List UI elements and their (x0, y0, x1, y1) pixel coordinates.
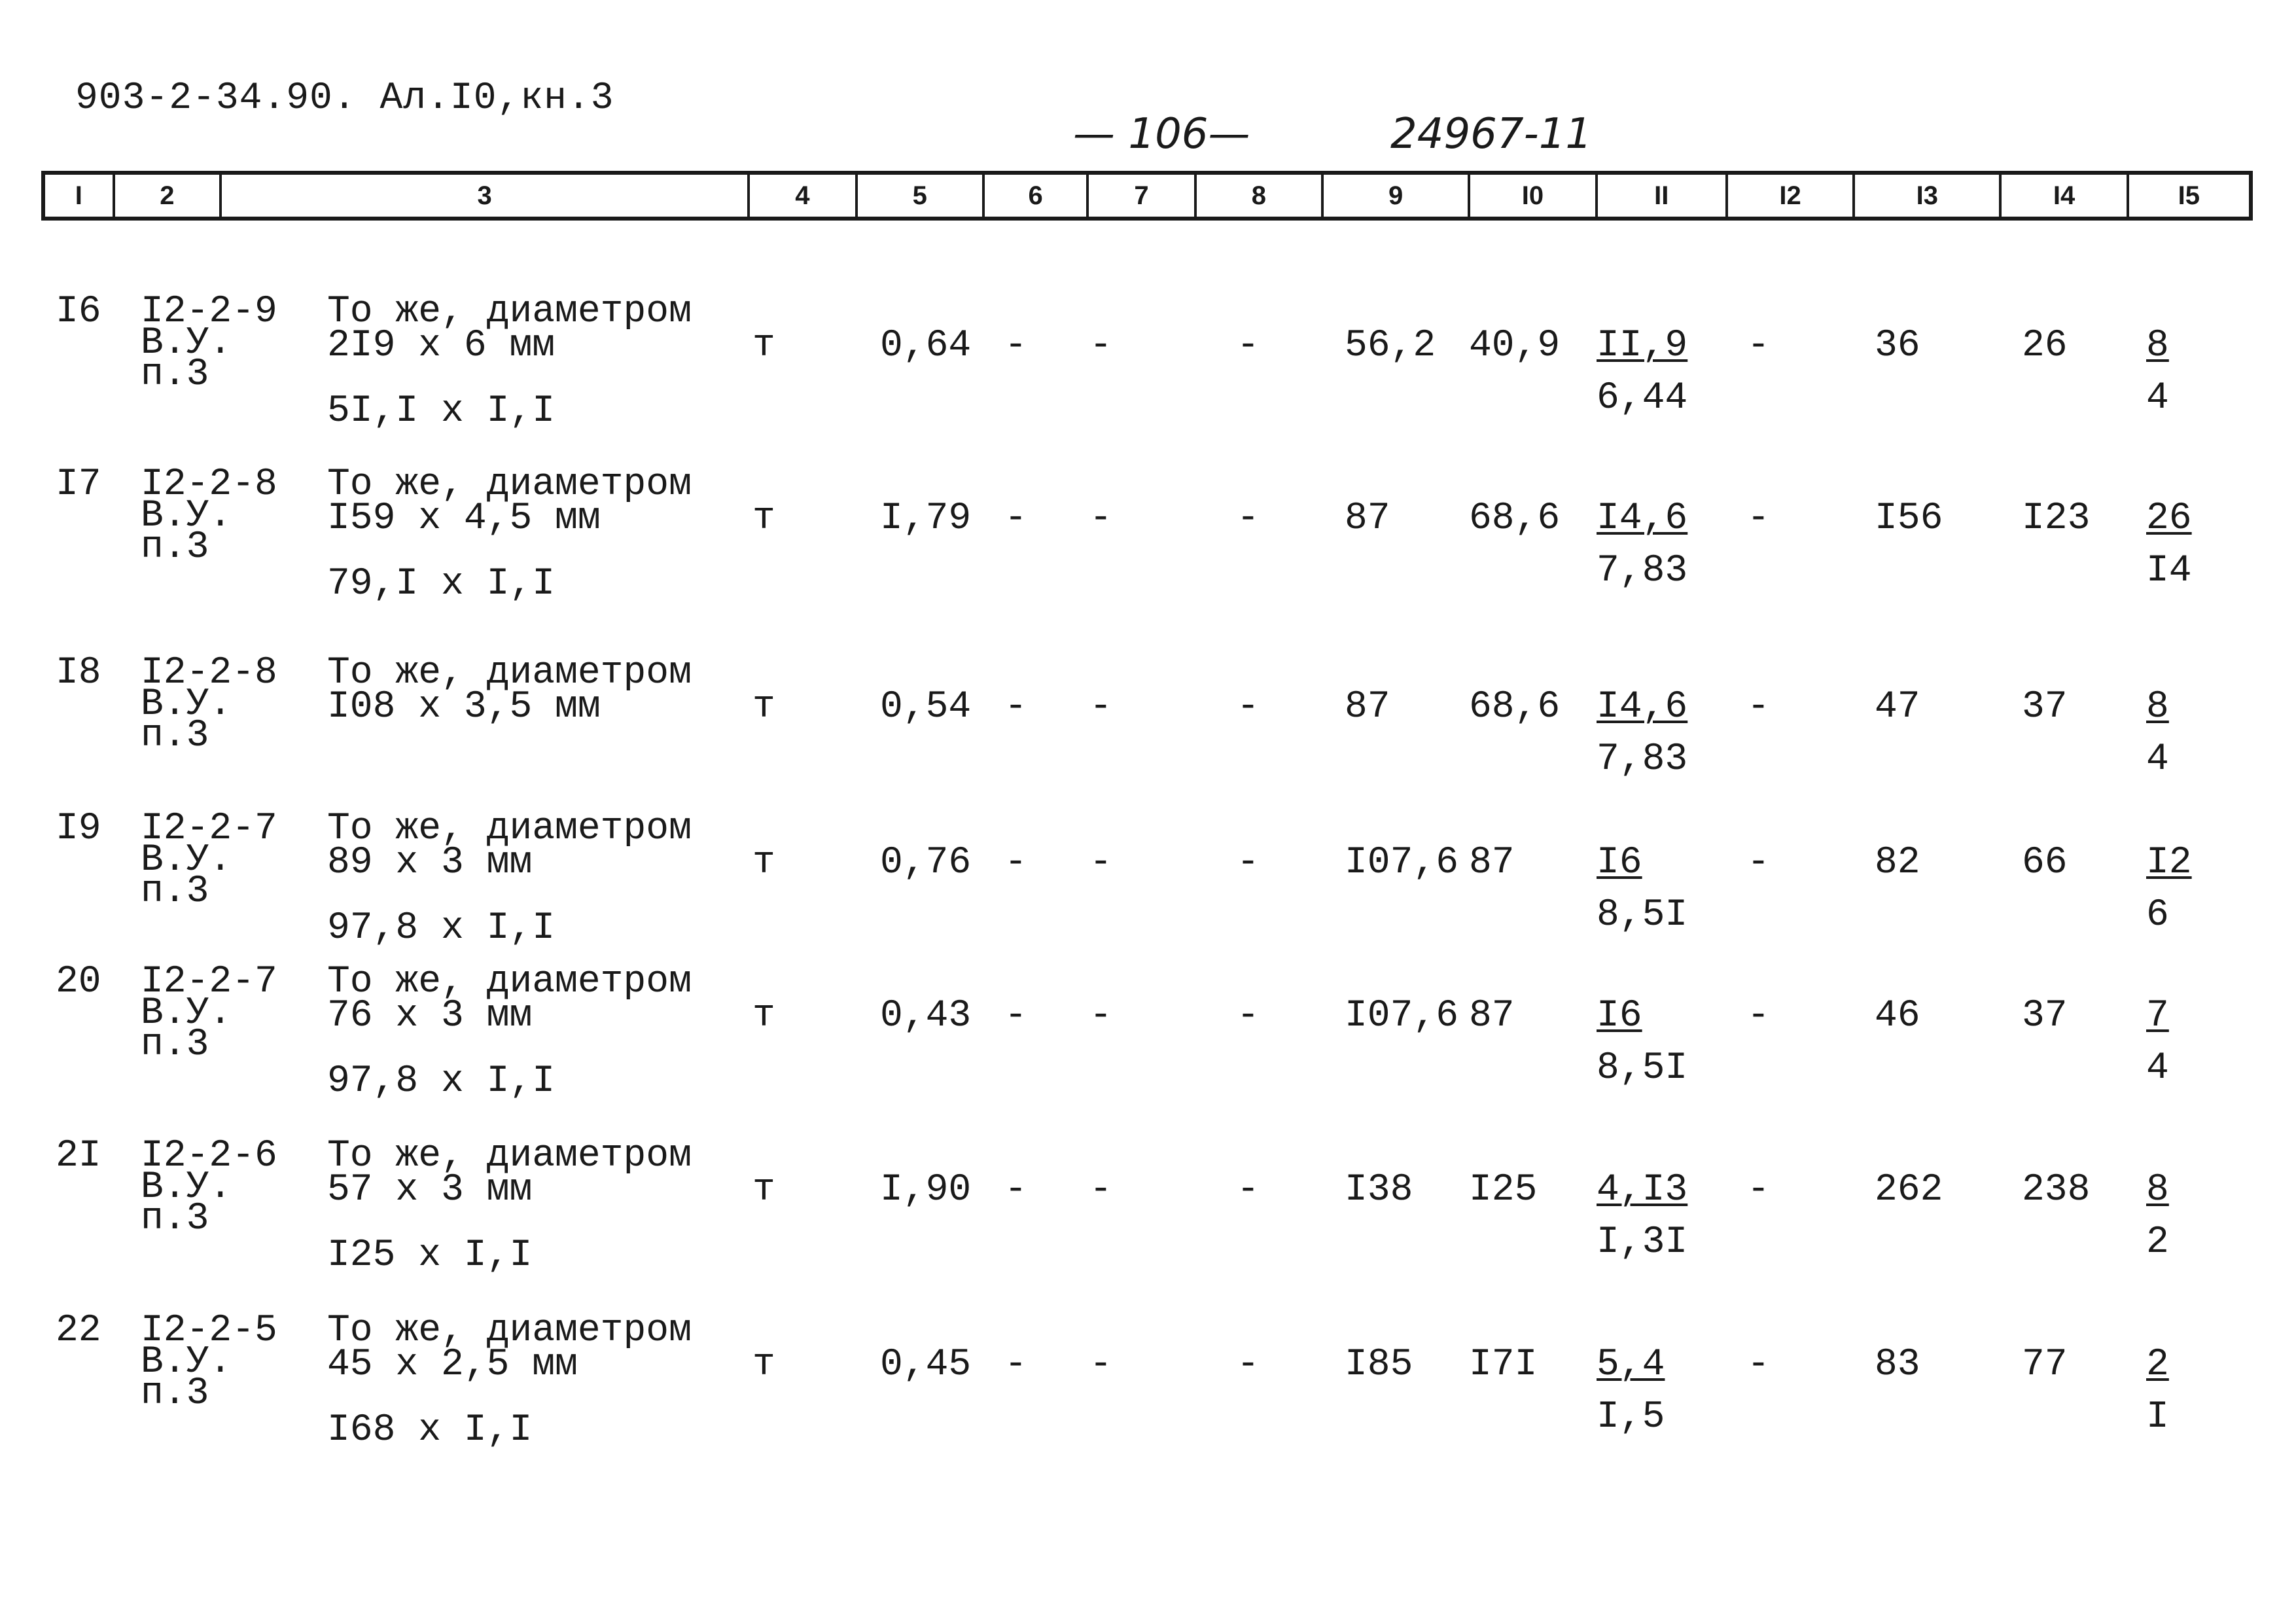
col12-dash: - (1747, 686, 1770, 728)
col10-value: I7I (1469, 1344, 1538, 1386)
col13-value: 47 (1875, 686, 1920, 728)
unit: т (752, 686, 775, 728)
item-size: 45 x 2,5 мм (327, 1344, 578, 1386)
col11-top: 4,I3 (1597, 1169, 1688, 1211)
unit: т (752, 325, 775, 367)
norm-code: I2-2-9 (141, 291, 277, 333)
unit: т (752, 497, 775, 540)
col13-value: 46 (1875, 995, 1920, 1037)
col6-dash: - (1004, 1169, 1027, 1211)
item-size: 2I9 x 6 мм (327, 325, 556, 367)
col9-value: 56,2 (1345, 325, 1436, 367)
col13-value: 36 (1875, 325, 1920, 367)
col15-bottom: 6 (2146, 894, 2169, 936)
item-description: То же, диаметром (327, 1310, 692, 1352)
item-size: 76 x 3 мм (327, 995, 533, 1037)
norm-code-line-2: В.У. (141, 322, 232, 365)
col11-top: I4,6 (1597, 686, 1688, 728)
col8-dash: - (1237, 995, 1260, 1037)
column-header-12: I2 (1728, 175, 1855, 217)
quantity: 0,54 (880, 686, 972, 728)
item-size: 89 x 3 мм (327, 842, 533, 884)
col11-bottom: 8,5I (1597, 894, 1688, 936)
col9-value: 87 (1345, 497, 1390, 540)
column-header-13: I3 (1855, 175, 2002, 217)
item-coefficient: 97,8 x I,I (327, 1060, 556, 1103)
norm-code-line-2: В.У. (141, 1341, 232, 1383)
col15-bottom: I4 (2146, 550, 2192, 592)
column-header-4: 4 (750, 175, 857, 217)
col7-dash: - (1089, 497, 1112, 540)
col6-dash: - (1004, 995, 1027, 1037)
item-description: То же, диаметром (327, 808, 692, 850)
item-coefficient: I68 x I,I (327, 1409, 533, 1452)
row-number: I8 (56, 652, 101, 694)
col15-bottom: 4 (2146, 377, 2169, 419)
norm-code-line-3: п.3 (141, 353, 209, 396)
col9-value: I07,6 (1345, 842, 1459, 884)
row-number: 20 (56, 961, 101, 1003)
norm-code-line-2: В.У. (141, 1166, 232, 1209)
norm-code: I2-2-5 (141, 1310, 277, 1352)
col10-value: 68,6 (1469, 686, 1561, 728)
col7-dash: - (1089, 325, 1112, 367)
col11-top: I4,6 (1597, 497, 1688, 540)
col8-dash: - (1237, 1169, 1260, 1211)
col15-top: 26 (2146, 497, 2192, 540)
col6-dash: - (1004, 325, 1027, 367)
norm-code-line-3: п.3 (141, 526, 209, 569)
column-header-3: 3 (222, 175, 750, 217)
col9-value: 87 (1345, 686, 1390, 728)
item-coefficient: 97,8 x I,I (327, 907, 556, 950)
unit: т (752, 1344, 775, 1386)
item-coefficient: 5I,I x I,I (327, 390, 556, 433)
col12-dash: - (1747, 842, 1770, 884)
col15-bottom: 4 (2146, 1047, 2169, 1090)
page-number: — 106— (1073, 110, 1250, 158)
row-number: I6 (56, 291, 101, 333)
quantity: I,79 (880, 497, 972, 540)
col14-value: 77 (2022, 1344, 2068, 1386)
col15-top: 2 (2146, 1344, 2169, 1386)
col15-bottom: I (2146, 1396, 2169, 1438)
col13-value: 83 (1875, 1344, 1920, 1386)
col11-bottom: 7,83 (1597, 738, 1688, 781)
column-header-1: I (45, 175, 115, 217)
quantity: 0,43 (880, 995, 972, 1037)
col8-dash: - (1237, 686, 1260, 728)
unit: т (752, 1169, 775, 1211)
col11-bottom: 6,44 (1597, 377, 1688, 419)
quantity: I,90 (880, 1169, 972, 1211)
unit: т (752, 842, 775, 884)
row-number: 2I (56, 1135, 101, 1177)
column-header-15: I5 (2178, 181, 2200, 210)
norm-code-line-2: В.У. (141, 839, 232, 882)
col6-dash: - (1004, 497, 1027, 540)
norm-code: I2-2-7 (141, 808, 277, 850)
col11-top: 5,4 (1597, 1344, 1665, 1386)
col7-dash: - (1089, 995, 1112, 1037)
col13-value: 262 (1875, 1169, 1943, 1211)
col6-dash: - (1004, 686, 1027, 728)
col14-value: 26 (2022, 325, 2068, 367)
col8-dash: - (1237, 325, 1260, 367)
item-size: 57 x 3 мм (327, 1169, 533, 1211)
col10-value: 87 (1469, 842, 1515, 884)
column-header-10: I0 (1470, 175, 1597, 217)
col11-bottom: I,3I (1597, 1221, 1688, 1264)
col14-value: 37 (2022, 686, 2068, 728)
norm-code-line-3: п.3 (141, 1198, 209, 1240)
column-header-9: 9 (1324, 175, 1470, 217)
column-header-5: 5 (858, 175, 985, 217)
item-coefficient: I25 x I,I (327, 1234, 533, 1277)
column-header-6: 6 (985, 175, 1089, 217)
col15-bottom: 2 (2146, 1221, 2169, 1264)
norm-code-line-3: п.3 (141, 1372, 209, 1415)
quantity: 0,76 (880, 842, 972, 884)
norm-code-line-2: В.У. (141, 683, 232, 726)
col13-value: I56 (1875, 497, 1943, 540)
norm-code: I2-2-6 (141, 1135, 277, 1177)
unit: т (752, 995, 775, 1037)
col6-dash: - (1004, 842, 1027, 884)
col7-dash: - (1089, 1169, 1112, 1211)
inventory-number: 24967-11 (1390, 110, 1593, 158)
norm-code-line-2: В.У. (141, 992, 232, 1035)
col12-dash: - (1747, 1344, 1770, 1386)
col15-top: I2 (2146, 842, 2192, 884)
item-description: То же, диаметром (327, 291, 692, 333)
norm-code: I2-2-8 (141, 463, 277, 506)
column-header-7: 7 (1089, 175, 1196, 217)
col8-dash: - (1237, 1344, 1260, 1386)
col12-dash: - (1747, 995, 1770, 1037)
col11-bottom: 8,5I (1597, 1047, 1688, 1090)
item-size: I08 x 3,5 мм (327, 686, 601, 728)
col11-top: II,9 (1597, 325, 1688, 367)
norm-code-line-2: В.У. (141, 495, 232, 537)
col10-value: 40,9 (1469, 325, 1561, 367)
col10-value: I25 (1469, 1169, 1538, 1211)
col12-dash: - (1747, 497, 1770, 540)
col14-value: 238 (2022, 1169, 2091, 1211)
col11-bottom: 7,83 (1597, 550, 1688, 592)
quantity: 0,45 (880, 1344, 972, 1386)
item-size: I59 x 4,5 мм (327, 497, 601, 540)
column-header-11: II (1598, 175, 1728, 217)
item-description: То же, диаметром (327, 463, 692, 506)
col15-bottom: 4 (2146, 738, 2169, 781)
col9-value: I38 (1345, 1169, 1413, 1211)
item-coefficient: 79,I x I,I (327, 563, 556, 605)
col11-top: I6 (1597, 842, 1642, 884)
col11-bottom: I,5 (1597, 1396, 1665, 1438)
col10-value: 87 (1469, 995, 1515, 1037)
norm-code: I2-2-7 (141, 961, 277, 1003)
norm-code: I2-2-8 (141, 652, 277, 694)
col12-dash: - (1747, 1169, 1770, 1211)
col14-value: 66 (2022, 842, 2068, 884)
row-number: I7 (56, 463, 101, 506)
column-header-8: 8 (1197, 175, 1324, 217)
norm-code-line-3: п.3 (141, 870, 209, 913)
norm-code-line-3: п.3 (141, 1024, 209, 1066)
column-header-14: I4 (2002, 175, 2128, 217)
item-description: То же, диаметром (327, 1135, 692, 1177)
row-number: 22 (56, 1310, 101, 1352)
table-header-row (41, 171, 2253, 221)
col7-dash: - (1089, 1344, 1112, 1386)
col7-dash: - (1089, 686, 1112, 728)
col15-top: 7 (2146, 995, 2169, 1037)
col14-value: I23 (2022, 497, 2091, 540)
col10-value: 68,6 (1469, 497, 1561, 540)
quantity: 0,64 (880, 325, 972, 367)
col13-value: 82 (1875, 842, 1920, 884)
col8-dash: - (1237, 842, 1260, 884)
norm-code-line-3: п.3 (141, 715, 209, 757)
col9-value: I07,6 (1345, 995, 1459, 1037)
col8-dash: - (1237, 497, 1260, 540)
col14-value: 37 (2022, 995, 2068, 1037)
row-number: I9 (56, 808, 101, 850)
column-header-2: 2 (115, 175, 222, 217)
item-description: То же, диаметром (327, 652, 692, 694)
col15-top: 8 (2146, 1169, 2169, 1211)
col15-top: 8 (2146, 686, 2169, 728)
col7-dash: - (1089, 842, 1112, 884)
col12-dash: - (1747, 325, 1770, 367)
item-description: То же, диаметром (327, 961, 692, 1003)
col9-value: I85 (1345, 1344, 1413, 1386)
col15-top: 8 (2146, 325, 2169, 367)
col6-dash: - (1004, 1344, 1027, 1386)
document-code: 903-2-34.90. Ал.I0,кн.3 (75, 77, 614, 120)
col11-top: I6 (1597, 995, 1642, 1037)
